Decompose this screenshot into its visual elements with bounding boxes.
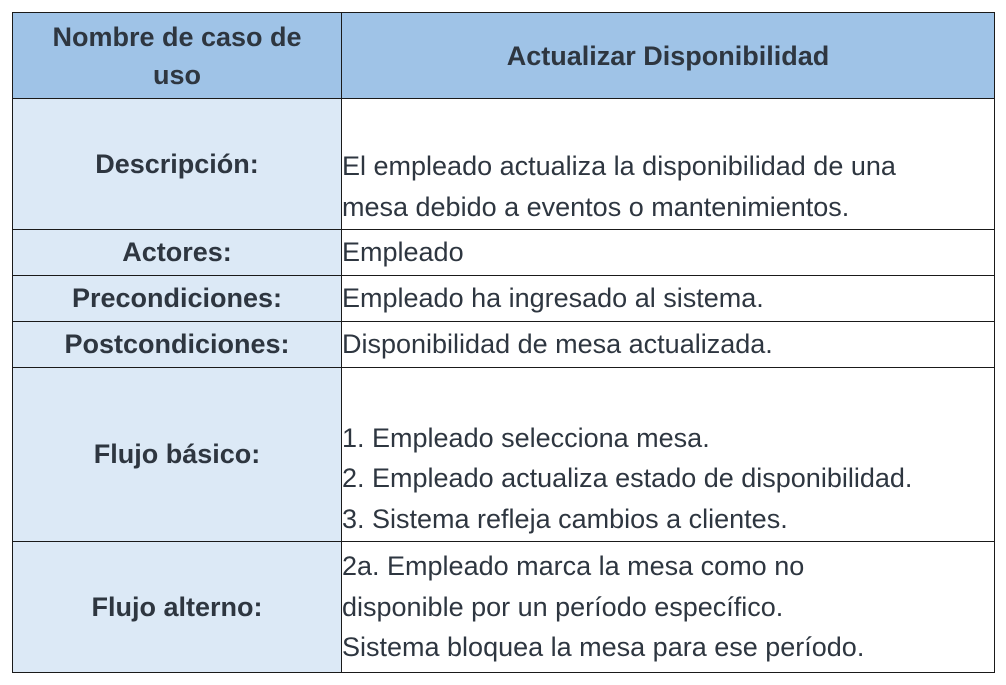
value-cell-precondiciones <box>342 276 995 322</box>
value-cell-descripcion <box>342 99 995 230</box>
row-actores <box>13 230 995 276</box>
use-case-name-value: Actualizar Disponibilidad <box>506 40 830 71</box>
precondiciones-label: Precondiciones: <box>71 283 283 313</box>
label-cell-precondiciones <box>13 276 342 322</box>
flujo-basico-step-2: 2. Empleado actualiza estado de disponibilidad. <box>342 463 913 493</box>
value-cell-flujo-alterno <box>342 542 995 673</box>
flujo-basico-label: Flujo básico: <box>93 439 261 469</box>
flujo-basico-step-1: 1. Empleado selecciona mesa. <box>342 422 710 453</box>
row-postcondiciones <box>13 322 995 368</box>
label-cell-descripcion <box>13 99 342 230</box>
use-case-table <box>12 12 995 673</box>
flujo-alterno-line-2: disponible por un período específico. <box>342 591 784 622</box>
label-cell-flujo-alterno <box>13 542 342 673</box>
label-cell-flujo-basico <box>13 368 342 542</box>
descripcion-line-1: El empleado actualiza la disponibilidad de una <box>342 151 896 181</box>
postcondiciones-label: Postcondiciones: <box>64 329 290 359</box>
actores-line-1: Empleado <box>342 237 464 268</box>
flujo-alterno-line-3: Sistema bloquea la mesa para ese período. <box>342 632 865 663</box>
row-flujo-basico <box>13 368 995 542</box>
row-flujo-alterno <box>13 542 995 673</box>
descripcion-line-2: mesa debido a eventos o mantenimientos. <box>342 191 850 222</box>
flujo-basico-step-3: 3. Sistema refleja cambios a clientes. <box>342 503 788 534</box>
row-precondiciones <box>13 276 995 322</box>
use-case-name-label: Nombre de caso de uso <box>52 21 302 90</box>
precondiciones-line-1: Empleado ha ingresado al sistema. <box>342 283 764 314</box>
flujo-alterno-line-1: 2a. Empleado marca la mesa como no <box>342 551 805 582</box>
row-descripcion <box>13 99 995 230</box>
postcondiciones-line-1: Disponibilidad de mesa actualizada. <box>342 329 773 360</box>
flujo-alterno-label: Flujo alterno: <box>91 591 263 622</box>
label-cell-actores <box>13 230 342 276</box>
value-cell-postcondiciones <box>342 322 995 368</box>
header-row <box>13 13 995 99</box>
value-cell-actores <box>342 230 995 276</box>
actores-label: Actores: <box>122 237 232 267</box>
label-cell-postcondiciones <box>13 322 342 368</box>
descripcion-label: Descripción: <box>95 148 259 179</box>
header-value-cell <box>342 13 995 99</box>
header-label-cell <box>13 13 342 99</box>
value-cell-flujo-basico <box>342 368 995 542</box>
